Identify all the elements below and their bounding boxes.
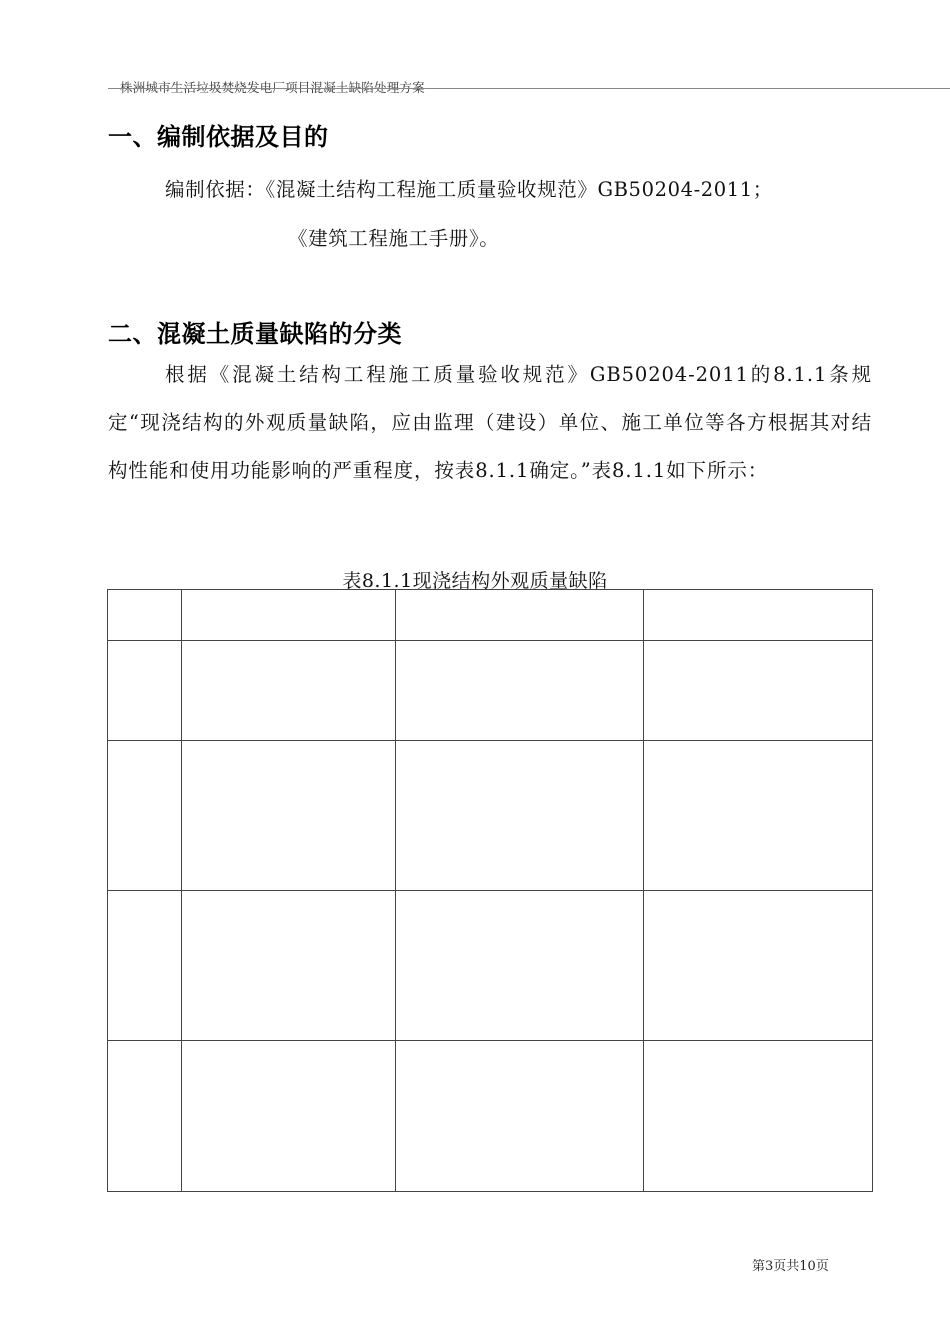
table-cell [396,641,644,741]
table-cell [396,1041,644,1192]
table-cell [396,891,644,1041]
table-row [108,741,873,891]
basis-line-handbook: 《建筑工程施工手册》。 [288,227,500,250]
table-cell [644,590,873,641]
table-cell [644,741,873,891]
table-cell [108,641,182,741]
table-cell [182,590,396,641]
table-cell [644,641,873,741]
table-cell [108,741,182,891]
table-cell [396,590,644,641]
table-cell [396,741,644,891]
table-cell [644,891,873,1041]
table-cell [182,1041,396,1192]
defect-table [107,589,873,1192]
table-cell [644,1041,873,1192]
running-header: 株洲城市生活垃圾焚烧发电厂项目混凝土缺陷处理方案 [120,80,425,95]
classification-paragraph: 根据《混凝土结构工程施工质量验收规范》GB50204-2011的8.1.1条规定“现浇结构的外观质量缺陷，应由监理（建设）单位、施工单位等各方根据其对结构性能和使用功能影响的严重程度，按表8.1.1确定。”表8.1.1如下所示： [108,363,872,482]
table-cell [182,891,396,1041]
table-row [108,590,873,641]
section-heading-basis: 一、编制依据及目的 [108,123,329,151]
table-cell [108,1041,182,1192]
basis-line-standard: 编制依据：《混凝土结构工程施工质量验收规范》GB50204-2011； [165,178,773,201]
section-heading-classification: 二、混凝土质量缺陷的分类 [108,320,402,348]
header-rule [108,88,950,89]
table-cell [182,741,396,891]
table-caption: 表8.1.1现浇结构外观质量缺陷 [342,570,608,592]
table-row [108,641,873,741]
table-cell [108,590,182,641]
table-row [108,891,873,1041]
table-row [108,1041,873,1192]
page-number: 第3页共10页 [752,1259,829,1274]
table-cell [182,641,396,741]
table-cell [108,891,182,1041]
